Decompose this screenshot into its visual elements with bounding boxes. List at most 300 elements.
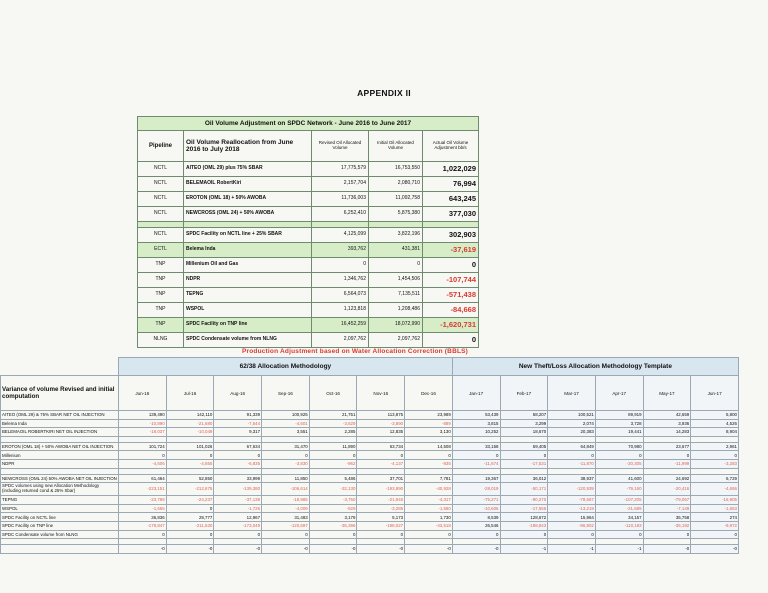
value-cell: 58,207 <box>500 411 548 420</box>
value-cell: 0 <box>643 530 691 539</box>
revised-cell: 1,346,762 <box>312 273 369 288</box>
value-cell: 2,285 <box>309 428 357 437</box>
month-header: Nov-16 <box>357 376 405 411</box>
value-cell: 34,157 <box>595 513 643 522</box>
pipeline-cell: NCTL <box>138 162 184 177</box>
production-table <box>0 357 739 554</box>
value-cell: 101,724 <box>119 442 167 451</box>
value-cell: 3,936 <box>643 419 691 428</box>
production-caption: Production Adjustment based on Water Allocation Correction (BBLS) <box>241 348 469 355</box>
value-cell: -0 <box>691 545 739 554</box>
value-cell: -28,019 <box>452 483 500 496</box>
month-header: Sep-16 <box>262 376 310 411</box>
value-cell: -0 <box>119 545 167 554</box>
value-cell: -17,531 <box>500 459 548 468</box>
value-cell: -17,555 <box>500 504 548 513</box>
month-header: Aug-16 <box>214 376 262 411</box>
value-cell: -1 <box>548 545 596 554</box>
value-cell: -11,870 <box>548 459 596 468</box>
value-cell: 61,464 <box>119 474 167 483</box>
value-cell: 3,551 <box>262 428 310 437</box>
oil-row <box>138 177 479 192</box>
name-cell: SPDC Facility on TNP line <box>184 318 312 333</box>
value-cell: -106,614 <box>262 483 310 496</box>
revised-cell: 1,123,818 <box>312 303 369 318</box>
name-cell: SPDC Condensate volume from NLNG <box>184 333 312 348</box>
value-cell: -23,789 <box>119 496 167 505</box>
row-label: SPDC Condensate volume from NLNG <box>1 530 119 539</box>
month-header: Dec-16 <box>405 376 453 411</box>
value-cell: -4,601 <box>262 419 310 428</box>
row-label: Millenium <box>1 451 119 460</box>
value-cell: -0 <box>357 545 405 554</box>
value-cell: 10,252 <box>452 428 500 437</box>
value-cell: 0 <box>548 530 596 539</box>
oil-row <box>138 192 479 207</box>
value-cell: 20,383 <box>548 428 596 437</box>
oil-row <box>138 162 479 177</box>
value-cell: 8,539 <box>452 513 500 522</box>
row-label: EROTON (OML 18) + 50% AWOBA NET OIL INJECTION <box>1 442 119 451</box>
oil-row <box>138 288 479 303</box>
revised-cell: 2,097,762 <box>312 333 369 348</box>
value-cell: 0 <box>405 451 453 460</box>
value-cell: -18,037 <box>119 428 167 437</box>
value-cell: -21,945 <box>357 496 405 505</box>
value-cell: -96,902 <box>548 521 596 530</box>
value-cell: 11,850 <box>262 474 310 483</box>
value-cell: -10,890 <box>119 419 167 428</box>
pipeline-cell: TNP <box>138 303 184 318</box>
production-row <box>1 545 739 554</box>
value-cell: -4,656 <box>691 483 739 496</box>
page-title: APPENDIX II <box>357 88 411 98</box>
value-cell: 9,317 <box>214 428 262 437</box>
adjustment-cell: 377,030 <box>423 207 479 222</box>
value-cell: -120,939 <box>548 483 596 496</box>
value-cell: -0 <box>262 545 310 554</box>
value-cell: -1,665 <box>119 504 167 513</box>
name-cell: NEWCROSS (OML 24) + 50% AWOBA <box>184 207 312 222</box>
value-cell: -3,890 <box>357 419 405 428</box>
value-cell: 0 <box>548 451 596 460</box>
value-cell: 100,521 <box>548 411 596 420</box>
adjustment-cell: 76,994 <box>423 177 479 192</box>
value-cell: -1,580 <box>405 504 453 513</box>
value-cell: 142,110 <box>166 411 214 420</box>
value-cell: 21,751 <box>309 411 357 420</box>
production-row <box>1 496 739 505</box>
pipeline-cell: NCTL <box>138 177 184 192</box>
value-cell: -0 <box>309 545 357 554</box>
name-cell: BELEMAOIL RobertKiri <box>184 177 312 192</box>
value-cell: 15,964 <box>548 513 596 522</box>
month-header: Mar-17 <box>548 376 596 411</box>
initial-cell: 3,822,196 <box>369 228 423 243</box>
value-cell: -13,219 <box>548 504 596 513</box>
value-cell: -50,171 <box>500 483 548 496</box>
adjustment-cell: 643,245 <box>423 192 479 207</box>
value-cell: 3,728 <box>595 419 643 428</box>
name-cell: NDPR <box>184 273 312 288</box>
production-row <box>1 419 739 428</box>
value-cell: 67,634 <box>214 442 262 451</box>
month-header: Feb-17 <box>500 376 548 411</box>
revised-cell: 6,564,073 <box>312 288 369 303</box>
value-cell: 2,074 <box>548 419 596 428</box>
value-cell: -16,905 <box>691 496 739 505</box>
oil-row <box>138 258 479 273</box>
oil-row <box>138 228 479 243</box>
row-label: SPDC volumes using new Allocation Methodology (including returned cond & 25% Sbar) <box>1 483 119 496</box>
value-cell: 128,672 <box>500 513 548 522</box>
oil-row <box>138 273 479 288</box>
value-cell: -3,285 <box>357 504 405 513</box>
adjustment-cell: 0 <box>423 258 479 273</box>
value-cell: -0 <box>405 545 453 554</box>
initial-cell: 5,875,380 <box>369 207 423 222</box>
revised-cell: 0 <box>312 258 369 273</box>
value-cell: -1 <box>500 545 548 554</box>
name-cell: Belema Inda <box>184 243 312 258</box>
value-cell: -79,160 <box>595 483 643 496</box>
value-cell: 6,729 <box>691 474 739 483</box>
value-cell: -20,305 <box>595 459 643 468</box>
adjustment-cell: -571,438 <box>423 288 479 303</box>
value-cell: 14,283 <box>643 428 691 437</box>
value-cell: 5,486 <box>309 474 357 483</box>
month-header: Jun-17 <box>691 376 739 411</box>
value-cell: 35,758 <box>643 513 691 522</box>
value-cell: -1,653 <box>691 504 739 513</box>
value-cell: -4,655 <box>166 459 214 468</box>
value-cell: -7,149 <box>643 504 691 513</box>
value-cell: 0 <box>262 530 310 539</box>
name-cell: AITEO (OML 29) plus 75% SBAR <box>184 162 312 177</box>
value-cell: -935 <box>405 459 453 468</box>
production-row <box>1 504 739 513</box>
value-cell: 31,470 <box>262 442 310 451</box>
value-cell: -32,130 <box>309 483 357 496</box>
value-cell: 3,815 <box>452 419 500 428</box>
value-cell: 36,012 <box>500 474 548 483</box>
initial-cell: 1,454,506 <box>369 273 423 288</box>
value-cell: 0 <box>500 451 548 460</box>
value-cell: 33,158 <box>452 442 500 451</box>
pipeline-cell: TNP <box>138 318 184 333</box>
initial-cell: 11,092,758 <box>369 192 423 207</box>
value-cell: 63,734 <box>357 442 405 451</box>
pipeline-cell: NLNG <box>138 333 184 348</box>
value-cell: -1 <box>595 545 643 554</box>
value-cell: 23,989 <box>405 411 453 420</box>
value-cell: 0 <box>643 451 691 460</box>
value-cell: 19,441 <box>595 428 643 437</box>
value-cell: -24,237 <box>166 496 214 505</box>
value-cell: 89,919 <box>595 411 643 420</box>
production-row <box>1 513 739 522</box>
revised-cell: 11,736,003 <box>312 192 369 207</box>
row-label: Belema Inda <box>1 419 119 428</box>
value-cell: -0 <box>452 545 500 554</box>
value-cell: -0 <box>166 545 214 554</box>
section-62-38: 62/38 Allocation Methodology <box>119 358 453 376</box>
value-cell: -4,606 <box>119 459 167 468</box>
value-cell: -3,750 <box>309 496 357 505</box>
value-cell: -79,067 <box>643 496 691 505</box>
month-header: Jun-16 <box>119 376 167 411</box>
oil-table-title: Oil Volume Adjustment on SPDC Network - June 2016 to June 2017 <box>138 117 479 131</box>
value-cell: 100,925 <box>262 411 310 420</box>
value-cell: 0 <box>214 530 262 539</box>
value-cell: -78,667 <box>548 496 596 505</box>
value-cell: 0 <box>309 530 357 539</box>
reallocation-header: Oil Volume Reallocation from June 2016 to July 2018 <box>184 131 312 162</box>
pipeline-cell: NCTL <box>138 228 184 243</box>
value-cell: -37,138 <box>214 496 262 505</box>
value-cell: 70,980 <box>595 442 643 451</box>
value-cell: 0 <box>405 530 453 539</box>
adjustment-cell: -107,744 <box>423 273 479 288</box>
value-cell: -43,518 <box>405 521 453 530</box>
value-cell: -0 <box>643 545 691 554</box>
production-row <box>1 459 739 468</box>
value-cell: -3,830 <box>262 459 310 468</box>
value-cell: 3,179 <box>309 513 357 522</box>
value-cell: -7,644 <box>214 419 262 428</box>
value-cell: 1,730 <box>405 513 453 522</box>
value-cell: -4,137 <box>357 459 405 468</box>
production-row <box>1 442 739 451</box>
value-cell: 14,508 <box>405 442 453 451</box>
revised-cell: 6,252,410 <box>312 207 369 222</box>
value-cell: 19,367 <box>452 474 500 483</box>
row-label: NDPR <box>1 459 119 468</box>
value-cell: -198,027 <box>357 521 405 530</box>
production-row <box>1 428 739 437</box>
value-cell: 59,405 <box>500 442 548 451</box>
value-cell: 0 <box>166 451 214 460</box>
name-cell: EROTON (OML 18) + 50% AWOBA <box>184 192 312 207</box>
value-cell: 12,967 <box>214 513 262 522</box>
row-label: TEPNG <box>1 496 119 505</box>
value-cell: 0 <box>262 451 310 460</box>
month-header: Apr-17 <box>595 376 643 411</box>
value-cell: -90,270 <box>500 496 548 505</box>
value-cell: 12,835 <box>357 428 405 437</box>
value-cell: -35,192 <box>643 521 691 530</box>
value-cell: 8,904 <box>691 428 739 437</box>
value-cell: -139,380 <box>214 483 262 496</box>
production-row <box>1 451 739 460</box>
adjustment-cell: -1,620,731 <box>423 318 479 333</box>
production-row <box>1 411 739 420</box>
initial-cell: 1,208,486 <box>369 303 423 318</box>
value-cell: 3,299 <box>500 419 548 428</box>
adjustment-cell: -37,619 <box>423 243 479 258</box>
value-cell: 0 <box>357 451 405 460</box>
row-label: BELEMAOIL ROBERTKIRI NET OIL INJECTION <box>1 428 119 437</box>
value-cell: -11,674 <box>452 459 500 468</box>
value-cell: 0 <box>357 530 405 539</box>
initial-header: Initial Oil Allocated Volume <box>369 131 423 162</box>
value-cell: 2,961 <box>691 442 739 451</box>
value-cell: 37,701 <box>357 474 405 483</box>
pipeline-cell: TNP <box>138 273 184 288</box>
value-cell: -929 <box>309 504 357 513</box>
value-cell: -18,985 <box>262 496 310 505</box>
month-header: Jul-16 <box>166 376 214 411</box>
value-cell: -110,183 <box>595 521 643 530</box>
value-cell: -193,890 <box>357 483 405 496</box>
value-cell: 5,173 <box>357 513 405 522</box>
value-cell: 31,483 <box>262 513 310 522</box>
month-header: Oct-16 <box>309 376 357 411</box>
value-cell: -889 <box>405 419 453 428</box>
value-cell: 0 <box>691 451 739 460</box>
value-cell: 33,999 <box>214 474 262 483</box>
production-row <box>1 483 739 496</box>
month-header: May-17 <box>643 376 691 411</box>
value-cell: 0 <box>119 451 167 460</box>
pipeline-cell: NCTL <box>138 192 184 207</box>
value-cell: 0 <box>595 451 643 460</box>
value-cell: 0 <box>119 530 167 539</box>
value-cell: -0 <box>214 545 262 554</box>
value-cell: 24,692 <box>643 474 691 483</box>
value-cell: -962 <box>309 459 357 468</box>
variance-header: Variance of volume Revised and initial computation <box>1 376 119 411</box>
value-cell: 4,526 <box>691 419 739 428</box>
row-label: NEWCROSS (OML 24) 50% AWOBA NET OIL INJECTION <box>2 475 117 481</box>
revised-cell: 4,125,099 <box>312 228 369 243</box>
value-cell: 7,781 <box>405 474 453 483</box>
value-cell: 52,850 <box>166 474 214 483</box>
value-cell: -6,835 <box>214 459 262 468</box>
value-cell: 42,659 <box>643 411 691 420</box>
value-cell: -120,697 <box>262 521 310 530</box>
revised-cell: 16,452,259 <box>312 318 369 333</box>
value-cell: 11,890 <box>309 442 357 451</box>
value-cell: -107,205 <box>595 496 643 505</box>
value-cell: 23,677 <box>643 442 691 451</box>
value-cell: -173,049 <box>214 521 262 530</box>
value-cell: -4,317 <box>405 496 453 505</box>
oil-row <box>138 318 479 333</box>
value-cell: -198,843 <box>500 521 548 530</box>
value-cell: 64,849 <box>548 442 596 451</box>
value-cell: 91,339 <box>214 411 262 420</box>
production-row <box>1 474 739 483</box>
revised-cell: 393,762 <box>312 243 369 258</box>
value-cell: 26,546 <box>452 521 500 530</box>
initial-cell: 7,135,511 <box>369 288 423 303</box>
value-cell: -21,680 <box>166 419 214 428</box>
row-label: AITEO (OML 29) & 75% SBAR NET OIL INJECTION <box>1 411 119 420</box>
pipeline-cell: ECTL <box>138 243 184 258</box>
initial-cell: 0 <box>369 258 423 273</box>
row-label: SPDC Facility on NCTL line <box>1 513 119 522</box>
value-cell: 41,600 <box>595 474 643 483</box>
value-cell: -179,847 <box>119 521 167 530</box>
value-cell: 274 <box>691 513 739 522</box>
value-cell: -3,629 <box>309 419 357 428</box>
name-cell: SPDC Facility on NCTL line + 25% SBAR <box>184 228 312 243</box>
value-cell: -211,630 <box>166 521 214 530</box>
oil-row <box>138 303 479 318</box>
pipeline-cell: NCTL <box>138 207 184 222</box>
value-cell: -40,928 <box>405 483 453 496</box>
value-cell: 18,670 <box>500 428 548 437</box>
value-cell: 5,800 <box>691 411 739 420</box>
value-cell: 0 <box>500 530 548 539</box>
initial-cell: 2,097,762 <box>369 333 423 348</box>
value-cell: 0 <box>166 530 214 539</box>
value-cell: 36,836 <box>119 513 167 522</box>
value-cell: 0 <box>452 451 500 460</box>
initial-cell: 16,753,550 <box>369 162 423 177</box>
value-cell: -9,972 <box>691 521 739 530</box>
value-cell: 113,875 <box>357 411 405 420</box>
production-row <box>1 530 739 539</box>
value-cell: 0 <box>166 504 214 513</box>
production-row <box>1 521 739 530</box>
name-cell: Millenium Oil and Gas <box>184 258 312 273</box>
value-cell: -4,009 <box>262 504 310 513</box>
value-cell: 3,130 <box>405 428 453 437</box>
value-cell: 0 <box>691 530 739 539</box>
initial-cell: 431,381 <box>369 243 423 258</box>
adjustment-cell: 1,022,029 <box>423 162 479 177</box>
value-cell: 101,026 <box>166 442 214 451</box>
value-cell: 53,439 <box>452 411 500 420</box>
revised-header: Revised Oil Allocated Volume <box>312 131 369 162</box>
name-cell: TEPNG <box>184 288 312 303</box>
adjustment-cell: 302,903 <box>423 228 479 243</box>
revised-cell: 17,775,579 <box>312 162 369 177</box>
oil-row <box>138 333 479 348</box>
value-cell: 29,777 <box>166 513 214 522</box>
month-header: Jan-17 <box>452 376 500 411</box>
row-label: WSPOL <box>1 504 119 513</box>
initial-cell: 2,080,710 <box>369 177 423 192</box>
value-cell: -10,049 <box>166 428 214 437</box>
value-cell: -35,396 <box>309 521 357 530</box>
value-cell: -75,271 <box>452 496 500 505</box>
value-cell: -223,151 <box>119 483 167 496</box>
pipeline-header: Pipeline <box>138 131 184 162</box>
row-label <box>1 545 119 554</box>
value-cell: 0 <box>452 530 500 539</box>
value-cell: -11,999 <box>643 459 691 468</box>
value-cell: -212,675 <box>166 483 214 496</box>
value-cell: -21,689 <box>595 504 643 513</box>
value-cell: 0 <box>309 451 357 460</box>
revised-cell: 2,157,704 <box>312 177 369 192</box>
adjustment-header: Actual Oil Volume Adjustment bb/s <box>423 131 479 162</box>
adjustment-cell: 0 <box>423 333 479 348</box>
oil-row <box>138 207 479 222</box>
pipeline-cell: TNP <box>138 258 184 273</box>
pipeline-cell: TNP <box>138 288 184 303</box>
name-cell: WSPOL <box>184 303 312 318</box>
oil-volume-table <box>137 116 479 348</box>
value-cell: -3,283 <box>691 459 739 468</box>
value-cell: -10,606 <box>452 504 500 513</box>
value-cell: 0 <box>595 530 643 539</box>
value-cell: 139,490 <box>119 411 167 420</box>
value-cell: 38,937 <box>548 474 596 483</box>
